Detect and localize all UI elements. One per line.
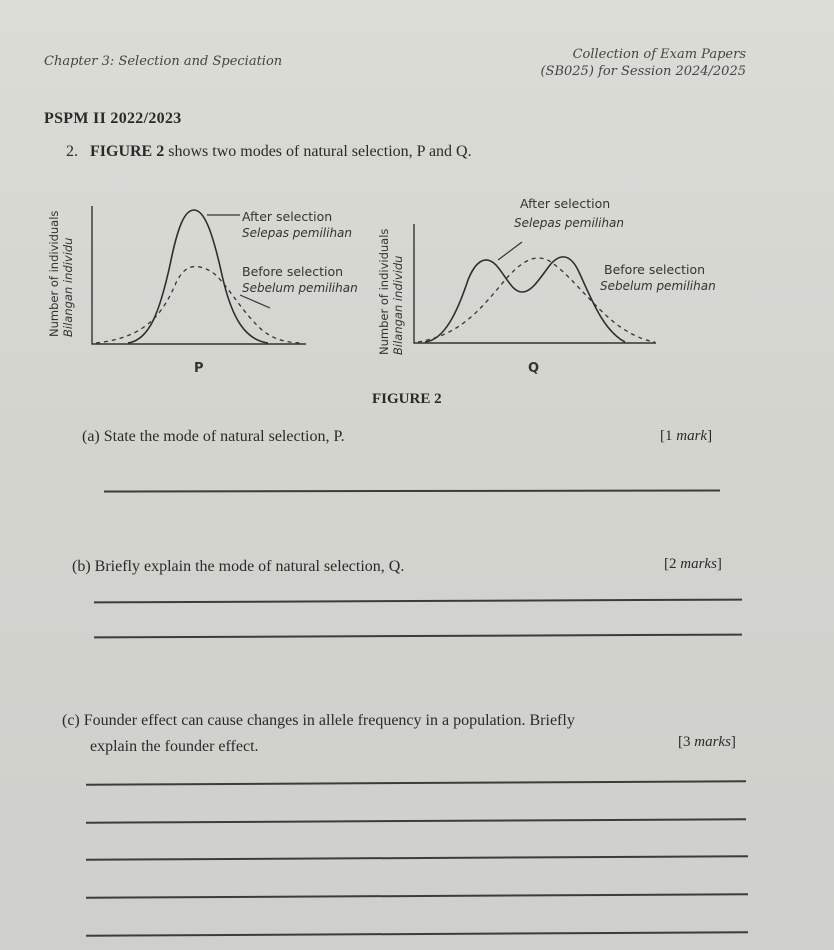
panel-p [47, 206, 358, 376]
part-a-marks-prefix: [1 [660, 428, 677, 444]
collection-line-1: Collection of Exam Papers [572, 47, 746, 62]
part-a-marks-suffix: ] [707, 428, 713, 444]
part-c-question-line1 [62, 712, 575, 730]
part-a-label: (a) [82, 428, 100, 445]
q-ylabel-group [377, 229, 405, 355]
p-ylabel-ms-text: Bilangan individu [61, 237, 75, 337]
question-intro-text: shows two modes of natural selection, P and Q. [164, 143, 472, 160]
collection-header [522, 46, 746, 80]
part-b-label: (b) [72, 558, 91, 575]
q-before-label-en: Before selection [604, 262, 706, 277]
part-c-marks-word: marks [694, 734, 731, 750]
q-after-label-ms: Selepas pemilihan [514, 216, 625, 230]
q-before-label-ms: Sebelum pemilihan [600, 279, 716, 293]
p-before-label-ms: Sebelum pemilihan [242, 281, 358, 295]
p-after-label-en: After selection [242, 209, 333, 224]
part-a-marks [660, 428, 712, 445]
part-c-marks [678, 734, 736, 751]
part-c-text-1: Founder effect can cause changes in allele frequency in a population. Briefly [83, 712, 575, 729]
answer-line-c4[interactable] [86, 893, 748, 898]
p-before-pointer [240, 295, 270, 308]
part-a-marks-word: mark [676, 428, 708, 444]
q-after-curve [425, 257, 625, 342]
part-b-marks-prefix: [2 [664, 556, 681, 572]
question-number: 2. [66, 143, 78, 160]
session-title: PSPM II 2022/2023 [44, 110, 182, 127]
q-after-pointer [498, 242, 522, 260]
part-c-label: (c) [62, 712, 80, 729]
part-b-marks-word: marks [680, 556, 717, 572]
part-b-marks-suffix: ] [716, 556, 722, 572]
p-panel-label: P [194, 361, 204, 376]
answer-line-c1[interactable] [86, 780, 746, 785]
part-c-text-2: explain the founder effect. [90, 738, 259, 755]
answer-line-c5[interactable] [86, 931, 748, 936]
chapter-header: Chapter 3: Selection and Speciation [44, 54, 283, 69]
answer-line-a1[interactable] [104, 489, 720, 492]
figure-caption: FIGURE 2 [372, 391, 442, 407]
part-b-text: Briefly explain the mode of natural selection, Q. [94, 558, 405, 575]
q-panel-label: Q [528, 361, 540, 376]
question-intro [66, 143, 472, 161]
part-b-marks [664, 556, 722, 573]
figure-2 [0, 180, 834, 390]
p-ylabel-en-text: Number of individuals [47, 210, 61, 337]
p-ylabel-group [47, 211, 75, 337]
answer-line-c2[interactable] [86, 818, 746, 823]
q-ylabel-en-text: Number of individuals [377, 228, 391, 355]
part-a-question [82, 428, 345, 446]
answer-line-b2[interactable] [94, 634, 742, 638]
answer-line-c3[interactable] [86, 855, 748, 860]
p-before-label-en: Before selection [242, 264, 344, 279]
q-ylabel-ms-text: Bilangan individu [391, 255, 405, 355]
part-c-marks-suffix: ] [730, 734, 736, 750]
q-after-label-en: After selection [520, 196, 611, 211]
collection-line-2: (SB025) for Session 2024/2025 [540, 64, 746, 79]
part-c-marks-prefix: [3 [678, 734, 695, 750]
answer-line-b1[interactable] [94, 599, 742, 603]
part-b-question [72, 558, 404, 576]
figure-reference: FIGURE 2 [90, 143, 165, 160]
p-after-label-ms: Selepas pemilihan [242, 226, 353, 240]
panel-q [377, 196, 716, 376]
part-a-text: State the mode of natural selection, P. [103, 428, 345, 445]
